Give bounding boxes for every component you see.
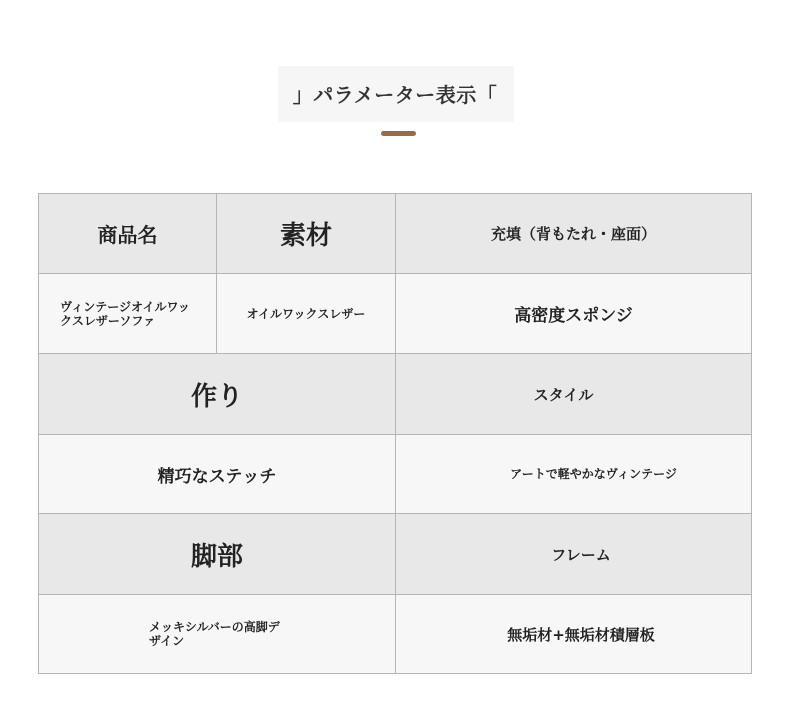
value-frame: 無垢材+無垢材積層板: [507, 625, 655, 644]
label-frame: フレーム: [551, 545, 611, 564]
table-row: [39, 354, 751, 435]
table-row: [39, 514, 751, 595]
value-material: オイルワックスレザー: [217, 274, 396, 353]
table-row: [39, 595, 751, 673]
label-legs: 脚部: [39, 514, 396, 594]
parameter-table: [38, 193, 752, 674]
label-style: スタイル: [533, 385, 594, 404]
page-title: 」パラメーター表示「: [292, 83, 498, 107]
label-construction: 作り: [39, 354, 396, 434]
value-style: アートで軽やかなヴィンテージ: [510, 467, 677, 481]
table-row: [39, 274, 751, 354]
value-construction: 精巧なステッチ: [39, 435, 396, 513]
value-filling: 高密度スポンジ: [514, 306, 633, 326]
value-product-name: ヴィンテージオイルワックスレザーソファ: [39, 274, 217, 353]
label-product-name: 商品名: [39, 194, 217, 273]
table-row: [39, 435, 751, 514]
table-row: [39, 194, 751, 274]
value-legs: メッキシルバーの高脚デザイン: [39, 595, 396, 673]
label-filling: 充填（背もたれ・座面）: [490, 225, 656, 243]
title-underline: [381, 131, 416, 136]
label-material: 素材: [217, 194, 396, 273]
